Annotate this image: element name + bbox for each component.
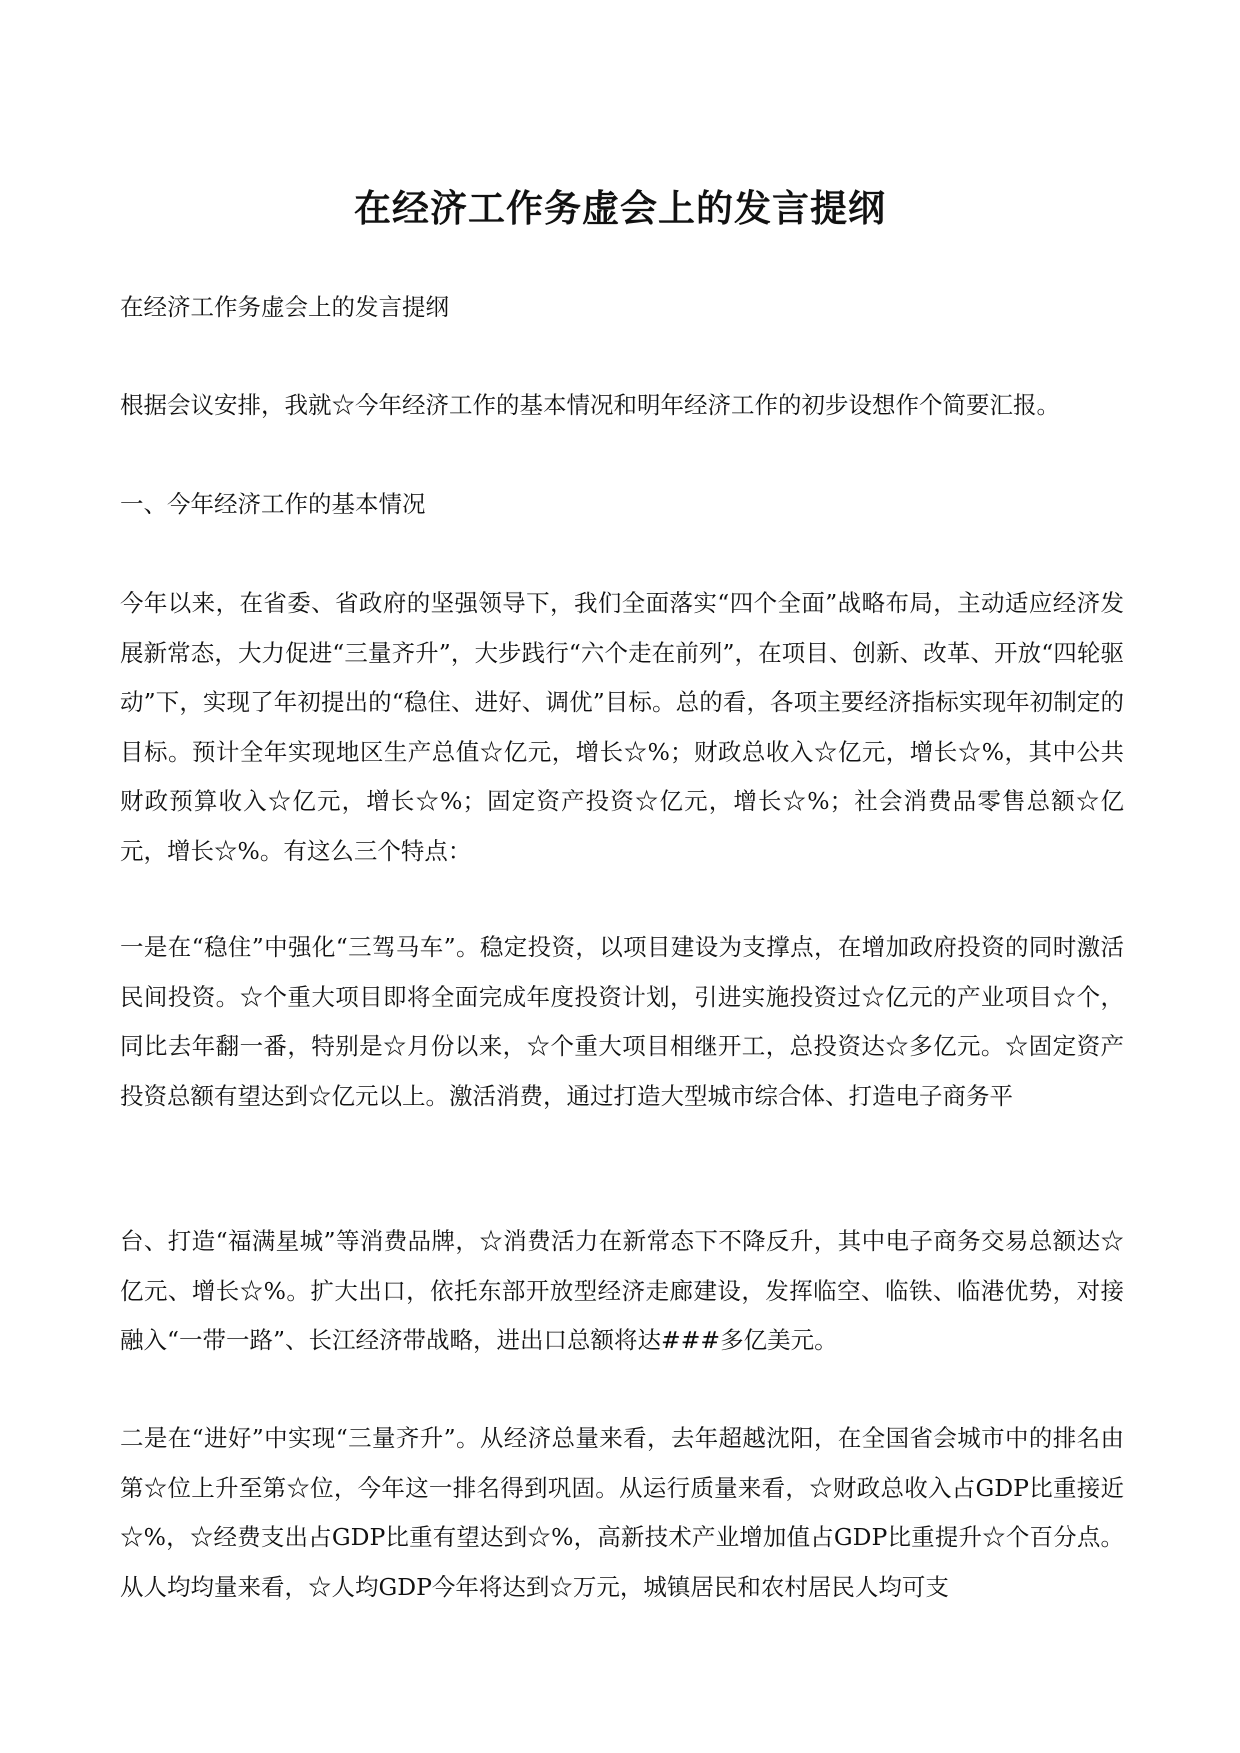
section-heading: 一、今年经济工作的基本情况 (120, 490, 426, 518)
overview-paragraph: 今年以来，在省委、省政府的坚强领导下，我们全面落实“四个全面”战略布局，主动适应经济发展新常态，大力促进“三量齐升”，大步践行“六个走在前列”，在项目、创新、改革、开放“四轮驱动”下，实现了年初提出的“稳住、进好、调优”目标。总的看，各项主要经济指标实现年初制定的目标。预计全年实现地区生产总值☆亿元，增长☆%；财政总收入☆亿元，增长☆%，其中公共财政预算收入☆亿元，增长☆%；固定资产投资☆亿元，增长☆%；社会消费品零售总额☆亿元，增长☆%。有这么三个特点： (120, 589, 1124, 865)
intro-paragraph: 根据会议安排，我就☆今年经济工作的基本情况和明年经济工作的初步设想作个简要汇报。 (120, 391, 1060, 419)
point-one-continued-paragraph: 台、打造“福满星城”等消费品牌，☆消费活力在新常态下不降反升，其中电子商务交易总额达☆亿元、增长☆%。扩大出口，依托东部开放型经济走廊建设，发挥临空、临铁、临港优势，对接融入“一带一路”、长江经济带战略，进出口总额将达###多亿美元。 (120, 1227, 1124, 1354)
point-two-paragraph: 二是在“进好”中实现“三量齐升”。从经济总量来看，去年超越沈阳，在全国省会城市中的排名由第☆位上升至第☆位，今年这一排名得到巩固。从运行质量来看，☆财政总收入占GDP比重接近☆%，☆经费支出占GDP比重有望达到☆%，高新技术产业增加值占GDP比重提升☆个百分点。从人均均量来看，☆人均GDP今年将达到☆万元，城镇居民和农村居民人均可支 (120, 1424, 1124, 1601)
point-one-paragraph: 一是在“稳住”中强化“三驾马车”。稳定投资，以项目建设为支撑点，在增加政府投资的同时激活民间投资。☆个重大项目即将全面完成年度投资计划，引进实施投资过☆亿元的产业项目☆个，同比去年翻一番，特别是☆月份以来，☆个重大项目相继开工，总投资达☆多亿元。☆固定资产投资总额有望达到☆亿元以上。激活消费，通过打造大型城市综合体、打造电子商务平 (120, 933, 1124, 1110)
document-title: 在经济工作务虚会上的发言提纲 (354, 185, 886, 230)
subtitle-paragraph: 在经济工作务虚会上的发言提纲 (120, 293, 449, 321)
